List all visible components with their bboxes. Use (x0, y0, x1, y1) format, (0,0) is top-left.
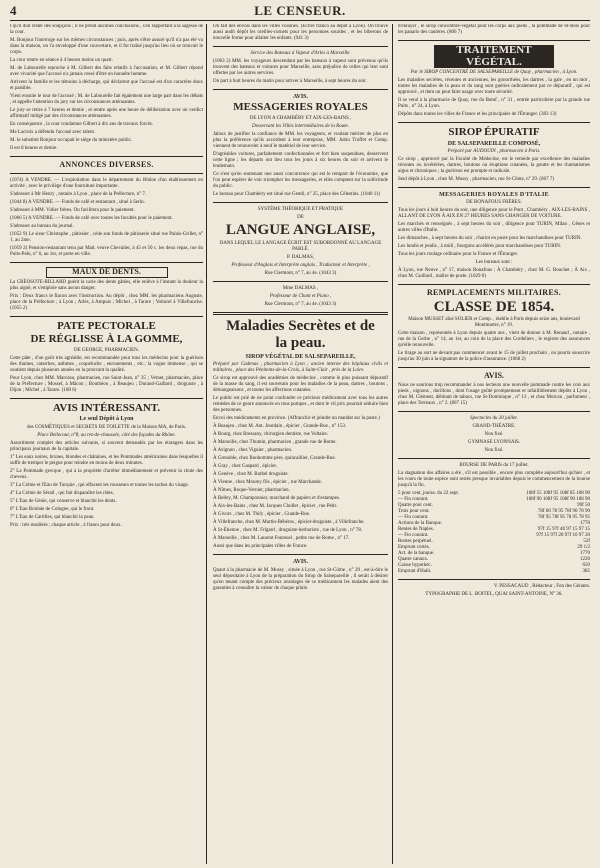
bourse-values: 1770 (580, 520, 590, 526)
divider (213, 202, 388, 203)
sirop-author (398, 149, 590, 155)
messageries-heading: MESSAGERIES ROYALES (233, 101, 368, 114)
list-item: Assortiment complet des articles suivants, si souvent demandés par les étrangers dans les principaux journaux de la capitale. (10, 440, 203, 452)
court-report (10, 24, 203, 152)
paragraph: Les lundis et jeudis , à midi , fourgons accélérés pour marchandises pour TURIN. (398, 244, 562, 250)
langue-prof (213, 263, 388, 269)
paragraph: Jaloux de justifier la confiance de MM. les voyageurs, et voulant mériter de plus en plus la préférence qu'ils accordent à leur entreprise, MM. Jubin Truffet et Comp. viennent de renouveler à neuf le matériel de leur service. (213, 131, 388, 149)
ad-item: (1044 8) A VENDRE. — Fonds de café et restaurant , situé à Serin. (10, 200, 145, 206)
avis-heading-2: AVIS. (292, 559, 309, 566)
divider (398, 187, 590, 188)
list-item: 4° La Crème de Sérail , qui fait disparaître les rides. (10, 490, 114, 496)
paragraph: D'agréables voitures, parfaitement confectionnées et fort bien suspendues, desservent cette ligne ; les départs ont lieu tous les jours à six heures du soir et arrivent le lendemain. (213, 151, 388, 169)
remplacements-heading: REMPLACEMENTS MILITAIRES. (426, 288, 562, 298)
column-rule-1 (206, 24, 207, 864)
langue-author: P. DALMAS, (286, 254, 315, 260)
bourse-label: Rentes de Naples. (398, 526, 434, 532)
paragraph: t qu'il doit rester des soupçons ; il ne prend aucunes conclusions , s'en rapportant à la sagesse de la cour. (10, 24, 203, 35)
column-1 (10, 24, 203, 864)
divider (213, 281, 388, 282)
paragraph: Cette maison , représentée à Lyon depuis quatre ans , vient de donner à M. Renaud , notaire , rue de la Gerbe , n° 14, au 1er, au coin de la place des Cordeliers , le registre des assurances qu'elle renouvelle. (398, 331, 590, 349)
messageries-avis: AVIS. (292, 94, 309, 100)
paragraph: Le bureau pour Chambéry est situé rue Gentil, n° 25, place des Célestins. (1040 11) (213, 191, 381, 197)
list-item: 2° La Pommade grecque , qui a la propriété d'arrêter immédiatement et prévenir la chute des cheveux. (10, 468, 203, 480)
sirop-subheading: DE SALSEPAREILLE COMPOSÉ, (447, 140, 541, 147)
bateaux-heading-text: Service des Bateaux à Vapeur d'Arles à Marseille. (250, 51, 351, 56)
sirop-heading: SIROP ÉPURATIF (448, 126, 540, 139)
bourse-label: Caisse hypothéc. (398, 562, 432, 568)
divider (398, 579, 590, 580)
masthead (10, 2, 590, 21)
dalmas-prof-text: Professeur de Chant et Piano , (269, 293, 332, 299)
pate-heading: PATE PECTORALE (57, 319, 156, 332)
paragraph: M. Bonjour l'interroge sur les mêmes circonstances ; puis, après s'être assuré qu'il n'a pas été vu dans la maison, on l'a enveloppé d'une couverture, et il fut traîné jusqu'au lieu où se trouvait le corps. (10, 38, 203, 55)
list-item: À Bourg, chez Bressany, chirurgien dentiste, rue Voltaire. (213, 432, 328, 438)
paragraph: Le jury se retire à 7 heures et demie , et rentre après une heure de délibération avec un verdict affirmatif mitigé par des circonstances atténuantes. (10, 108, 203, 119)
list-item: À Beaujeu , chez M. Ant. Jourdain , épicier , Grande-Rue , n° 153. (213, 424, 347, 430)
annonces-heading: ANNONCES DIVERSES. (59, 160, 154, 169)
traitement-subheading-text: Par le SIROP CONCENTRÉ DE SALSEPAREILLE de Quay , pharmacien , à Lyon. (410, 70, 578, 76)
bourse-label: — Fin courant. (398, 514, 429, 520)
classe-heading: CLASSE DE 1854. (433, 298, 555, 315)
langue-small-caps: DANS LEQUEL LE LANGAGE ÉCRIT EST SUBORDONNÉ AU LANGAGE PARLÉ. (219, 240, 382, 252)
paragraph: Vient ensuite le tour de l'accusé ; M. de Labourelle fait également une large part dans les débats , et appelle l'attention du jury sur les circonstances atténuantes. (10, 94, 203, 105)
list-item: À Marseille, chez Thumin, pharmacien , grande rue de Rome. (213, 440, 337, 446)
bourse-label: Quatre pour cent. (398, 502, 433, 508)
bourse-values: 385 (582, 568, 590, 574)
traitement-heading-line-2: VÉGÉTAL. (466, 55, 522, 68)
depot-list (213, 424, 388, 550)
bourse-label: Act. de la banque. (398, 550, 435, 556)
paragraph: Quant à la pharmacie de M. Mussy , située à Lyon , rue St-Côme , n° 29 , est-à-dire le seul dépositaire à Lyon de la préparation du Sirop de Salsepareille , il serait à désirer qu'en tenant compte des précieux avantages de ce médicament les malades aient des garanties à connaître la valeur de chaque pilule. (213, 567, 388, 591)
avis-subheading-2: des COSMÉTIQUES et SECRETS DE TOILETTE de la Maison MA, de Paris. (26, 424, 187, 430)
avis-subheading: Le seul Dépôt à Lyon (79, 416, 134, 423)
list-item: À Marseille , chez M. Laurent Fouteuel , petite rue de Rome , n° 17. (213, 536, 350, 542)
paragraph: La CRÉOSOTE-BILLARD guérit la carie des dents gâtées, elle enlève à l'instant la douleur la plus aiguë, et s'emploie sans aucun danger. (10, 279, 203, 291)
paragraph: Les dimanches , à sept heures du soir , chariot en poste pour les marchandises pour TURIN. (398, 236, 582, 242)
dalmas-address: Rue Clermont, n° 7, au 4e. (1043 3) (264, 301, 337, 307)
paragraph: Nous ne saurions trop recommander à nos lecteurs une nouvelle pommade contre les cors aux pieds , oignons , durillons , dont l'usage goûté promptement et infailliblement dépôts à Lyon , chez M. Clément, débitant de tabacs, rue St-Dominique , n° 13 , et chez Morcau , parfumeur , place des Terreaux , n° 2. (807 15) (398, 382, 590, 406)
avis-address (10, 433, 203, 439)
divider (398, 40, 590, 41)
classified-ads (10, 178, 203, 258)
theatre-name: GRAND-THÉATRE. (472, 423, 516, 429)
paragraph: M. le substitut Bonjour occupait le siège du ministère public. (10, 138, 133, 143)
maladies-author (213, 362, 388, 374)
list-item: À St-Étienne , chez M. Frigard , droguiste-herboriste , rue de Lyon , n° 78. (213, 528, 363, 534)
double-divider (213, 312, 388, 315)
paragraph: Tous les jours roulage ordinaire pour la France et l'Étranger. (398, 252, 518, 258)
divider (10, 173, 203, 174)
sirop-author-text: Préparé par AUDOUIN , pharmacien à Paris. (447, 148, 541, 154)
ad-item: (1052 9) Le sieur Christophe , pâtissier , cède son fonds de pâtisserie situé rue Palais-Grillet, n° 1, au 2me. (10, 232, 203, 244)
divider (398, 284, 590, 285)
maladies-heading-2: la peau. (275, 335, 326, 352)
bourse-values: 1770 (580, 550, 590, 556)
divider (10, 156, 203, 157)
printer-line: TYPOGRAPHIE DE L. BOITEL, QUAI SAINT-ANTOINE, N° 36. (425, 591, 563, 597)
list-item: 5° L'Eau de Génie, qui conserve et blanchit les dents. (10, 498, 117, 504)
maladies-subheading: SIROP VÉGÉTAL DE SALSEPAREILLE, (245, 354, 356, 361)
avis-heading-3: AVIS. (483, 371, 505, 381)
table-row (398, 569, 590, 575)
paragraph: On part à huit heures du matin pour arriver à Marseille, à sept heures du soir. (213, 79, 367, 84)
list-item: À Vienne , chez Mourey fils , épicier , rue Marchande. (213, 480, 323, 486)
divider (10, 398, 203, 399)
traitement-heading (434, 45, 554, 68)
paragraph: Ce n'est qu'en soutenant une aussi concurrence qui est le rempart de l'économie, que l'on peut espérer de voir triompher les messageries, et elles comptent sur la sollicitude du public. (213, 171, 388, 189)
paragraph: On fait des envois dans les villes voisines. (Écrire franco au dépôt à Lyon). On trouve aussi audit dépôt les oreilles-cornets pour les personnes sourdes , et les biberons de nouvelle forme pour allaiter les enfants. (941 3) (213, 24, 388, 41)
bourse-heading: BOURSE DE PARIS du 17 juillet. (459, 462, 529, 468)
theatre-name: GYMNASE LYONNAIS. (467, 439, 521, 445)
paragraph: d'enrayer , le sirop concombre-végétal pour les corps aux pieds , la pommade de St-Bois pour les panaris des cautères. (806 7) (398, 24, 590, 35)
paragraph: En conséquence , la cour condamne Gilbert à dix ans de travaux forcés. (10, 122, 153, 127)
list-item: À Aix-les-Bains , chez M. Jacques Chollet , épicier , rue Pétit. (213, 504, 338, 510)
list-item: À Avignon , chez Viguier , pharmacien. (213, 448, 293, 454)
bourse-label: — Fin courant. (398, 496, 429, 502)
page-number: 4 (10, 3, 17, 18)
ad-item: S'adresser à MM. Vidier frères. On facilitera pour le paiement. (10, 208, 135, 214)
bourse-values: 99f 50 (577, 502, 590, 508)
paragraph: Cette pâte , d'un goût très agréable, est recommandée pour tous les médecins pour la guérison des rhumes, catarrhes, asthmes , coqueluche , enrouements , etc.; la vogue immense , qui se soutient depuis plusieurs années en la prouvant la qualité. (10, 355, 203, 373)
bourse-label: Quatre canaux. (398, 556, 429, 562)
spectacles-heading (398, 416, 590, 422)
bourse-values: 97f 15 97f 40 97 15 97 15 (537, 526, 590, 532)
bourse-label: Rentes perpétuel. (398, 538, 433, 544)
paragraph: Le public est prié de ne point confondre ce précieux médicament avec tous les autres remèdes de ce genre annoncés en tous pompes , et dont le vil prix pourrait séduire bien des personnes. (213, 396, 388, 414)
theatre-program: Non fixé. (484, 447, 504, 453)
paragraph: Ce sirop , approuvé par la Faculté de Médecine, est le remède par excellence des maladies récentes ou invétérées, dartres, boutons ou éruptions cutanées, la goutte et les rhumatismes aigus et chroniques ; la guérison est prompte et radicale. (398, 156, 590, 174)
bourse-values: 650 (582, 562, 590, 568)
ad-item: S'adresser à Mr Henry , notaire à Lyon , place de la Préfecture, n° 7. (10, 192, 147, 198)
bourse-label: Actions de la Banque. (398, 520, 443, 526)
messageries-subheading: DE LYON A CHAMBÉRY ET AIX-LES-BAINS , (249, 115, 352, 121)
ad-item: (1066 5) A VENDRE. — Fonds de café avec toutes les facultés pour le paiement. (10, 216, 173, 222)
paragraph: Dépôts dans toutes les villes de France et les principales de l'Étranger. (383 13) (398, 112, 557, 118)
messageries-subheading-2 (213, 124, 388, 130)
paragraph: La stagnation des affaires a été , s'il est possible , encore plus complète aujourd'hui qu'hier , et les cours de toute espèce sont restés presque invariables depuis le commencement de la bourse jusqu'à la fin. (398, 470, 590, 488)
paragraph: Il est 8 heures et demie. (10, 146, 58, 151)
divider (398, 458, 590, 459)
bureaux-label: Les bureaux sont : (475, 260, 513, 266)
paragraph: À Lyon, rue Neuve , n° 17, maison Bonafous ; À Chambéry , chez M. G. Bouchet ; À Aix , chez M. Guillard , maître de poste. (1029 0) (398, 268, 590, 280)
column-rule-2 (392, 24, 393, 864)
bourse-values: 1220 (580, 556, 590, 562)
list-item: À Nîmes, Roque-Vernier, pharmacien. (213, 488, 290, 494)
bourse-values: 108f 90 108f 95 108f 90 108 90 (526, 496, 590, 502)
maux-de-dents-heading: MAUX DE DENTS. (46, 267, 168, 277)
messageries-subheading-2-text: Desservant les Villes intermédiaires de la Route. (251, 123, 350, 129)
messageries-italie-heading: MESSAGERIES ROYALES D'ITALIE (439, 191, 549, 198)
paragraph: Les marchés et renseignés , à sept heures du soir , diligence pour TURIN, Milan , Gênes et autres villes d'Italie. (398, 222, 590, 234)
bourse-values: 97f 15 97f 20 97f 10 97 20 (536, 532, 590, 538)
list-item: 3° La Crème et l'Eau de Turquie , qui effacent les rousseurs et toutes les taches du visage. (10, 482, 190, 488)
divider (398, 411, 590, 412)
bourse-label: Trois pour cent. (398, 508, 430, 514)
bourse-label: Emprunt cortès. (398, 544, 430, 550)
paragraph: Le tirage au sort ne devant pas commencer avant le 15 de juillet prochain , on pourra souscrire jusqu'au 30 juin à la signature de la police d'assurance. (1068 2) (398, 351, 590, 363)
divider (10, 262, 203, 263)
bourse-values: 29 1/2 (577, 544, 590, 550)
list-item: À Grenoble, chez Bonhomme père, quincaillier, Grande-Rue. (213, 456, 336, 462)
theatre-program: Non fixé. (484, 431, 504, 437)
dalmas-name: Mme DALMAS , (282, 285, 319, 291)
list-item: Aussi que dans les principales villes de France. (213, 544, 308, 550)
pate-subheading: DE RÉGLISSE À LA GOMME, (30, 333, 183, 346)
paragraph: (1063 2) MM. les voyageurs descendant par les bateaux à vapeur sont prévenus qu'ils trouvent des bateaux et voitures pour Marseille, sans préjudice de celles qui leur sont offertes par les autres services. (213, 59, 388, 76)
list-item: À Genève , chez M. Barbel droguiste. (213, 472, 289, 478)
bourse-table (398, 491, 590, 575)
divider (213, 46, 388, 47)
divider (398, 367, 590, 368)
avis-interessant-heading: AVIS INTÉRESSANT. (52, 401, 161, 414)
bateaux-heading (213, 51, 388, 57)
paragraph: Prix : Deux francs le flacon avec l'instruction. Au dépôt , chez MM. les pharmaciens Auguste, place de la Préfecture ; à Lyon ; Arlès, à Ampuis ; Michel , à Tarare ; Voiturel à Villefranche. (1055 2) (10, 293, 203, 311)
list-item: À Gray , chez Gaspard , épicier. (213, 464, 277, 470)
signature: V. PESSACAUD , Rédacteur , Fon des Gérants. (493, 583, 590, 589)
list-item: 7° L'Eau de Cartilles, qui blanchit la peau. (10, 514, 95, 520)
langue-subheading: SYSTÈME THÉORIQUE ET PRATIQUE (257, 206, 344, 212)
traitement-heading-line-1: TRAITEMENT (456, 44, 532, 56)
maladies-author-text: Préparé par Cadenas , pharmacien à Lyon ; ancien interne des hôpitaux civils et militaires , place des Pénitents-de-la-Croix, à Saint-Clair , près de la Loire. (213, 362, 388, 374)
bourse-values: 52f (583, 538, 590, 544)
divider (213, 89, 388, 90)
spectacles-heading-text: Spectacles du 20 juillet. (470, 415, 518, 421)
divider (398, 122, 590, 123)
langue-prof-text: Professeur d'Anglais et Interprète anglais , Traducteur et Interprète , (231, 262, 370, 268)
messageries-italie-subheading: DE BONAFOUS FRÈRES. (466, 200, 522, 206)
remplacements-subheading: Maison MUSSET aîné SOLIER et Comp. , établie à Paris depuis seize ans, boulevard Montmartre, n° 19. (408, 317, 580, 329)
paragraph: Envoi des médicaments en province. (Affranchir et joindre un mandat sur la poste.) (213, 416, 380, 422)
bourse-label: Emprunt d'Haïti. (398, 568, 432, 574)
bourse-values: 78f 80 78 95 78f 90 78 90 (537, 508, 590, 514)
paragraph: Me Lacroix a défendu l'accusé avec talent. (10, 130, 96, 135)
bourse-label: — Fin courant. (398, 532, 429, 538)
pate-author: DE GEORGE, PHARMACIEN. (74, 347, 139, 353)
paragraph: Il se vend à la pharmacie de Quay, rue du Bœuf , n° 31 , entrée particulière par la grande rue Puits , n° 24, à Lyon. (398, 98, 590, 110)
list-item: 1° Les eaux noires, brunes, blondes et châtaines, et les Pommades américaines dans lesquelles il suffit de tremper le peigne pour teindre en moins de deux minutes. (10, 454, 203, 466)
langue-address: Rue Clermont, n° 7, au 4e. (1043 3) (264, 270, 337, 276)
list-item: À Givors , chez M. Thily , épicier , Grande-Rue. (213, 512, 311, 518)
divider (213, 554, 388, 555)
divider (10, 316, 203, 317)
ad-item: (1074) A VENDRE. — L'exploitation dans le département du Rhône d'un établissement en activité , avec le privilège d'une fourniture importante. (10, 178, 203, 190)
paragraph: Seul dépôt à Lyon , chez M. Mussy , pharmacien, rue St-Côme, n° 29. (867 7) (398, 176, 554, 182)
paragraph: Ce sirop est approuvé des académies de médecine , comme le plus puissant dépuratif de la masse du sang, il est souverain pour les maladies de la peau, dartres , boutons , démangeaisons , et toutes les affections cutanées. (213, 376, 388, 394)
paragraph: Tous les jours à huit heures du soir, une diligence pour le Pont , Chambéry , AIX-LES-BAINS , ALLANT DE LYON À AIX EN 27 HEURES SANS CHANGER DE VOITURE. (398, 208, 590, 220)
column-3 (398, 24, 590, 864)
langue-anglaise-heading: LANGUE ANGLAISE, (225, 221, 376, 238)
paragraph: M. de Labourelle reproche à M. Gilbert des faits relatifs à l'accusation, et M. Gilbert répond avec vivacité que l'accusé n'a jamais cessé d'être un honnête homme. (10, 66, 203, 77)
bourse-values: 78f 95 78f 95 78 95 78 95 (537, 514, 590, 520)
langue-de: DE (297, 214, 304, 220)
list-item: Prix : très modérés ; chaque article , 4 francs pour deux. (10, 522, 122, 528)
paragraph: Arrivent la famille et les témoins à décharge, qui déclarent que l'accusé est d'un caractère doux et paisible. (10, 80, 203, 91)
paragraph: La cour rentre en séance à 4 heures moins un quart. (10, 58, 113, 63)
avis-address-text: Place Bellecour, n°8, au rez-de-chaussée, côté des façades du Rhône. (37, 432, 176, 438)
column-2 (213, 24, 388, 864)
maladies-heading: Maladies Secrètes et de (226, 317, 375, 334)
list-item: À Belley, M. Champonnier, marchand de papiers et d'estampes. (213, 496, 341, 502)
paragraph: Pour Lyon, chez MM. Marceau, pharmacien, rue Saint-Jean, n° 35 ; Vernet, pharmacien, place de la Préfecture ; Mossel, à Mâcon ; Bouthéon , à Beaujeu ; Durand-Gaillard , droguiste , à Dijon ; Michel , à Tarare. (108 6) (10, 375, 203, 393)
ad-item: S'adresser au bureau du journal. (10, 224, 74, 230)
bourse-label: 5 pour cent, jouiss. du 22 sept. (398, 490, 459, 496)
newspaper-title: LE CENSEUR. (254, 3, 346, 18)
list-item: 6° L'Eau Boréale de Cologne, qui le front. (10, 506, 95, 512)
traitement-subheading (398, 70, 590, 76)
bourse-values: 108f 55 108f 95 108f 85 108 90 (526, 490, 590, 496)
ad-item: (1059 2) Pension-restaurant tenu par Mad. veuve Chevalier, à 45 et 50 c. les deux repas, rue du Puits-Pelu, n° 6, au 1er, et porte en ville. (10, 246, 203, 258)
paragraph: Les maladies secrètes, récentes et anciennes, les gonorrhées, les dartres , la gale , en un mot , toutes les maladies de la peau et du sang sont guéries radicalement par ce dépuratif , qui est approuvé , et dont on peut faire usage avec toute sécurité. (398, 78, 590, 96)
dalmas-prof (213, 294, 388, 300)
list-item: À Villefranche, chez M. Martin-Bébéros , épicier-droguiste , à Villefranche. (213, 520, 365, 526)
